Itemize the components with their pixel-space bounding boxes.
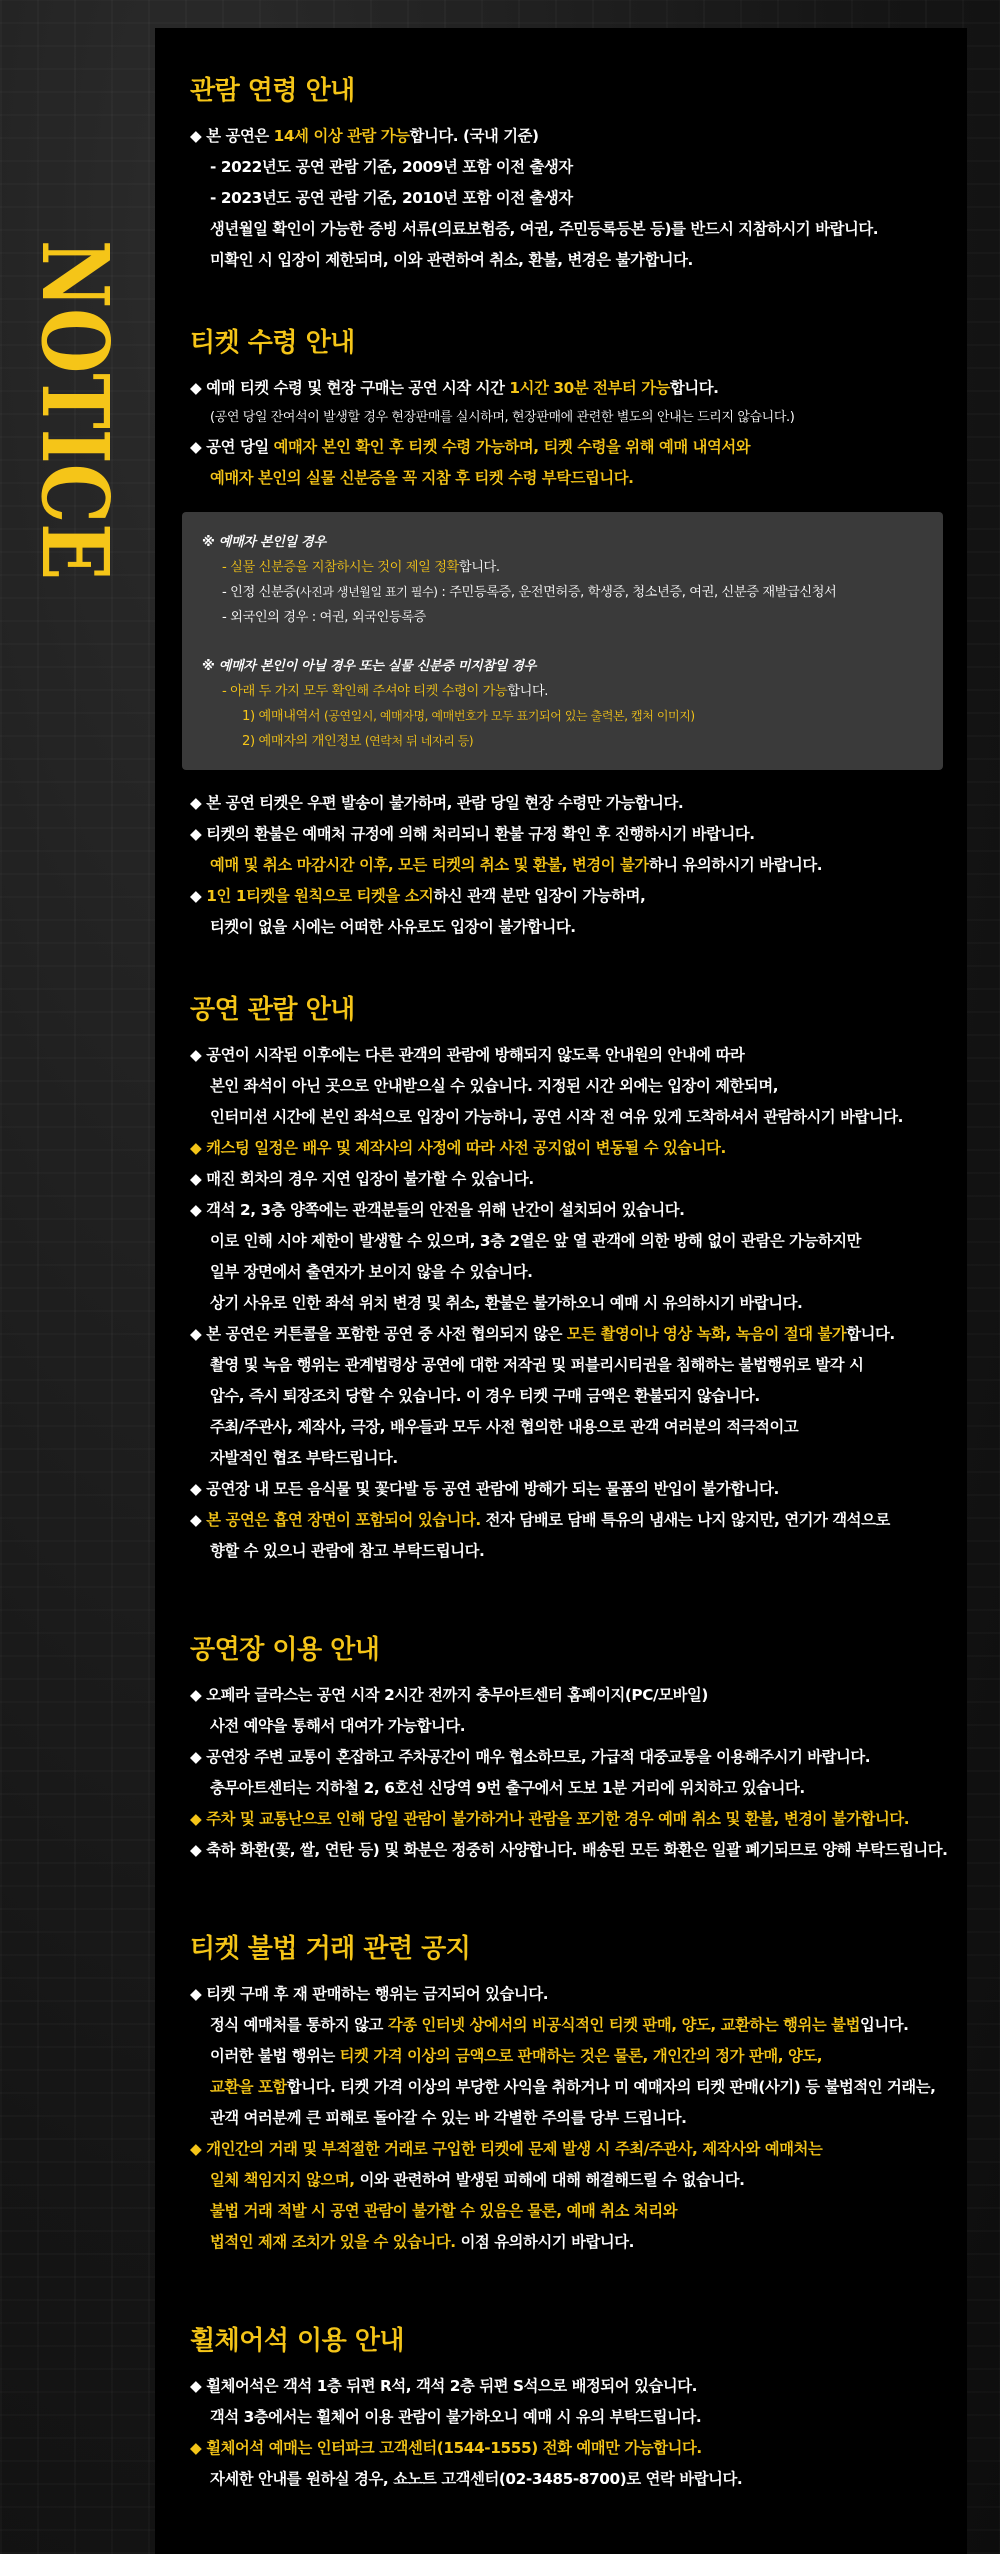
venue-line-4: 충무아트센터는 지하철 2, 6호선 신당역 9번 출구에서 도보 1분 거리에 위치하고 있습니다. [210, 1779, 805, 1797]
pickup2-line-4: ◆ 1인 1티켓을 원칙으로 티켓을 소지하신 관객 분만 입장이 가능하며, [190, 881, 935, 912]
viewing-line-10: ◆ 본 공연은 커튼콜을 포함한 공연 중 사전 협의되지 않은 모든 촬영이나 영상 녹화, 녹음이 절대 불가합니다. [190, 1319, 935, 1350]
pickup2-line-1: ◆ 본 공연 티켓은 우편 발송이 불가하며, 관람 당일 현장 수령만 가능합니다. [190, 788, 935, 819]
age-line-3: - 2023년도 공연 관람 기준, 2010년 포함 이전 출생자 [210, 189, 573, 207]
notice-vertical-text [18, 60, 129, 660]
box-a-title: ※ 예매자 본인일 경우 [202, 535, 326, 550]
venue-line-3: ◆ 공연장 주변 교통이 혼잡하고 주차공간이 매우 협소하므로, 가급적 대중교통을 이용해주시기 바랍니다. [190, 1742, 935, 1773]
viewing-line-1: ◆ 공연이 시작된 이후에는 다른 관객의 관람에 방해되지 않도록 안내원의 안내에 따라 [190, 1040, 935, 1071]
viewing-line-5: ◆ 매진 회차의 경우 지연 입장이 불가할 수 있습니다. [190, 1164, 935, 1195]
wheelchair-line-2: 객석 3층에서는 휠체어 이용 관람이 불가하오니 예매 시 유의 부탁드립니다. [210, 2408, 702, 2426]
viewing-line-15: ◆ 공연장 내 모든 음식물 및 꽃다발 등 공연 관람에 방해가 되는 물품의 반입이 불가합니다. [190, 1474, 935, 1505]
trade-line-7: 일체 책임지지 않으며, 이와 관련하여 발생된 피해에 대해 해결해드릴 수 없습니다. [210, 2171, 745, 2189]
viewing-line-3: 인터미션 시간에 본인 좌석으로 입장이 가능하니, 공연 시작 전 여유 있게 도착하셔서 관람하시기 바랍니다. [210, 1108, 904, 1126]
box-a-line-3: - 외국인의 경우 : 여권, 외국인등록증 [222, 610, 426, 625]
viewing-line-17: 향할 수 있으니 관람에 참고 부탁드립니다. [210, 1542, 485, 1560]
venue-line-2: 사전 예약을 통해서 대여가 가능합니다. [210, 1717, 466, 1735]
age-line-2: - 2022년도 공연 관람 기준, 2009년 포함 이전 출생자 [210, 158, 573, 176]
section-title-age: 관람 연령 안내 [190, 76, 355, 106]
venue-line-6: ◆ 축하 화환(꽃, 쌀, 연탄 등) 및 화분은 정중히 사양합니다. 배송된 모든 화환은 일괄 폐기되므로 양해 부탁드립니다. [190, 1835, 935, 1866]
pickup-line-2: (공연 당일 잔여석이 발생할 경우 현장판매를 실시하며, 현장판매에 관련한 별도의 안내는 드리지 않습니다.) [210, 410, 795, 425]
trade-line-3: 이러한 불법 행위는 티켓 가격 이상의 금액으로 판매하는 것은 물론, 개인간의 정가 판매, 양도, [210, 2047, 823, 2065]
venue-line-1: ◆ 오페라 글라스는 공연 시작 2시간 전까지 충무아트센터 홈페이지(PC/모바일) [190, 1680, 935, 1711]
viewing-line-12: 압수, 즉시 퇴장조치 당할 수 있습니다. 이 경우 티켓 구매 금액은 환불되지 않습니다. [210, 1387, 760, 1405]
pickup2-line-3: 예매 및 취소 마감시간 이후, 모든 티켓의 취소 및 환불, 변경이 불가하니 유의하시기 바랍니다. [210, 856, 823, 874]
viewing-line-9: 상기 사유로 인한 좌석 위치 변경 및 취소, 환불은 불가하오니 예매 시 유의하시기 바랍니다. [210, 1294, 803, 1312]
wheelchair-line-4: 자세한 안내를 원하실 경우, 쇼노트 고객센터(02-3485-8700)로 연락 바랍니다. [210, 2470, 743, 2488]
viewing-line-11: 촬영 및 녹음 행위는 관계법령상 공연에 대한 저작권 및 퍼블리시티권을 침해하는 불법행위로 발각 시 [210, 1356, 864, 1374]
section-title-illegal-trade: 티켓 불법 거래 관련 공지 [190, 1934, 471, 1964]
trade-line-4: 교환을 포함합니다. 티켓 가격 이상의 부당한 사익을 취하거나 미 예매자의 티켓 판매(사기) 등 불법적인 거래는, [210, 2078, 936, 2096]
box-b-title: ※ 예매자 본인이 아닐 경우 또는 실물 신분증 미지참일 경우 [202, 659, 536, 674]
pickup-line-1: ◆ 예매 티켓 수령 및 현장 구매는 공연 시작 시간 1시간 30분 전부터 가능합니다. [190, 373, 935, 404]
trade-line-2: 정식 예매처를 통하지 않고 각종 인터넷 상에서의 비공식적인 티켓 판매, 양도, 교환하는 행위는 불법입니다. [210, 2016, 909, 2034]
id-info-box [182, 512, 943, 770]
age-line-5: 미확인 시 입장이 제한되며, 이와 관련하여 취소, 환불, 변경은 불가합니다. [210, 251, 693, 269]
trade-line-5: 관객 여러분께 큰 피해로 돌아갈 수 있는 바 각별한 주의를 당부 드립니다. [210, 2109, 687, 2127]
wheelchair-line-1: ◆ 휠체어석은 객석 1층 뒤편 R석, 객석 2층 뒤편 S석으로 배정되어 있습니다. [190, 2371, 935, 2402]
box-a-line-2: - 인정 신분증(사진과 생년월일 표기 필수) : 주민등록증, 운전면허증, 학생증, 청소년증, 여권, 신분증 재발급신청서 [222, 585, 837, 600]
trade-line-6: ◆ 개인간의 거래 및 부적절한 거래로 구입한 티켓에 문제 발생 시 주최/주관사, 제작사와 예매처는 [190, 2134, 935, 2165]
viewing-line-13: 주최/주관사, 제작사, 극장, 배우들과 모두 사전 협의한 내용으로 관객 여러분의 적극적이고 [210, 1418, 799, 1436]
box-a-line-1: - 실물 신분증을 지참하시는 것이 제일 정확합니다. [222, 560, 500, 575]
pickup2-line-5: 티켓이 없을 시에는 어떠한 사유로도 입장이 불가합니다. [210, 918, 576, 936]
section-title-ticket-pickup: 티켓 수령 안내 [190, 328, 355, 358]
section-title-wheelchair: 휠체어석 이용 안내 [190, 2326, 405, 2356]
box-b-line-2: 1) 예매내역서 (공연일시, 예매자명, 예매번호가 모두 표기되어 있는 출력본, 캡처 이미지) [242, 709, 695, 724]
trade-line-8: 불법 거래 적발 시 공연 관람이 불가할 수 있음은 물론, 예매 취소 처리와 [210, 2202, 678, 2220]
viewing-line-6: ◆ 객석 2, 3층 양쪽에는 관객분들의 안전을 위해 난간이 설치되어 있습니다. [190, 1195, 935, 1226]
notice-panel [155, 28, 967, 2554]
age-line-1: ◆ 본 공연은 14세 이상 관람 가능합니다. (국내 기준) [190, 121, 935, 152]
pickup2-line-2: ◆ 티켓의 환불은 예매처 규정에 의해 처리되니 환불 규정 확인 후 진행하시기 바랍니다. [190, 819, 935, 850]
notice-side-title [18, 60, 129, 660]
viewing-line-2: 본인 좌석이 아닌 곳으로 안내받으실 수 있습니다. 지정된 시간 외에는 입장이 제한되며, [210, 1077, 779, 1095]
section-title-viewing: 공연 관람 안내 [190, 995, 355, 1025]
pickup-line-4: 예매자 본인의 실물 신분증을 꼭 지참 후 티켓 수령 부탁드립니다. [210, 469, 634, 487]
trade-line-9: 법적인 제재 조치가 있을 수 있습니다. 이점 유의하시기 바랍니다. [210, 2233, 635, 2251]
trade-line-1: ◆ 티켓 구매 후 재 판매하는 행위는 금지되어 있습니다. [190, 1979, 935, 2010]
age-line-4: 생년월일 확인이 가능한 증빙 서류(의료보험증, 여권, 주민등록등본 등)를 반드시 지참하시기 바랍니다. [210, 220, 879, 238]
viewing-line-4: ◆ 캐스팅 일정은 배우 및 제작사의 사정에 따라 사전 공지없이 변동될 수 있습니다. [190, 1133, 935, 1164]
box-b-line-1: - 아래 두 가지 모두 확인해 주셔야 티켓 수령이 가능합니다. [222, 684, 549, 699]
viewing-line-8: 일부 장면에서 출연자가 보이지 않을 수 있습니다. [210, 1263, 533, 1281]
wheelchair-line-3: ◆ 휠체어석 예매는 인터파크 고객센터(1544-1555) 전화 예매만 가능합니다. [190, 2433, 935, 2464]
venue-line-5: ◆ 주차 및 교통난으로 인해 당일 관람이 불가하거나 관람을 포기한 경우 예매 취소 및 환불, 변경이 불가합니다. [190, 1804, 935, 1835]
notice-side-text: NOTICE [21, 240, 129, 660]
box-b-line-3: 2) 예매자의 개인정보 (연락처 뒤 네자리 등) [242, 734, 474, 749]
pickup-line-3: ◆ 공연 당일 예매자 본인 확인 후 티켓 수령 가능하며, 티켓 수령을 위해 예매 내역서와 [190, 432, 935, 463]
viewing-line-16: ◆ 본 공연은 흡연 장면이 포함되어 있습니다. 전자 담배로 담배 특유의 냄새는 나지 않지만, 연기가 객석으로 [190, 1505, 935, 1536]
viewing-line-14: 자발적인 협조 부탁드립니다. [210, 1449, 398, 1467]
viewing-line-7: 이로 인해 시야 제한이 발생할 수 있으며, 3층 2열은 앞 열 관객에 의한 방해 없이 관람은 가능하지만 [210, 1232, 862, 1250]
section-title-venue: 공연장 이용 안내 [190, 1635, 380, 1665]
